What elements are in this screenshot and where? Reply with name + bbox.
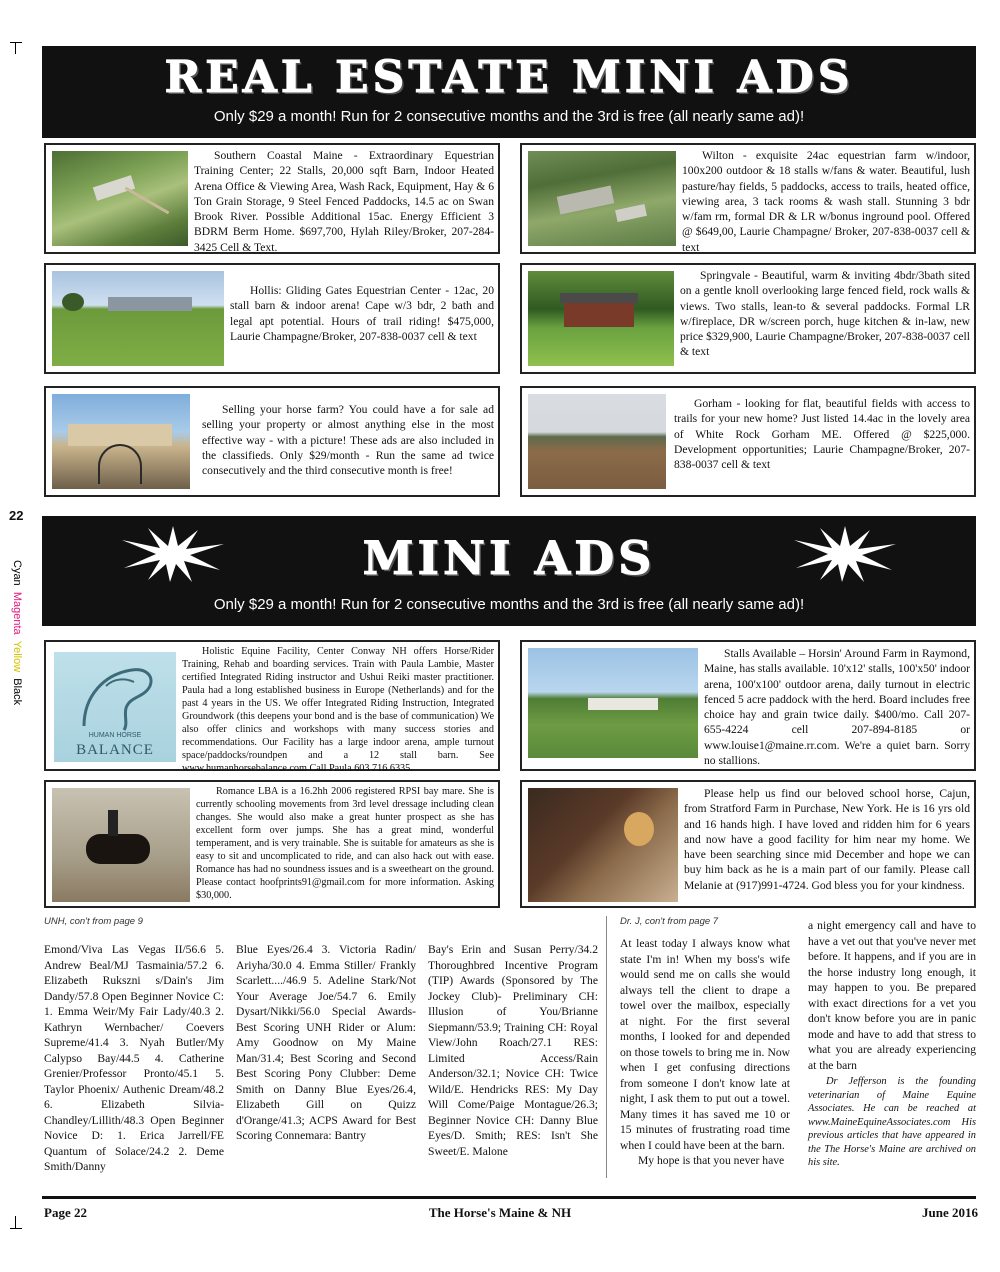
column-divider [606, 916, 607, 1178]
logo-text-line1: HUMAN HORSE [88, 732, 142, 739]
footer-rule [42, 1196, 976, 1199]
palace-gate-photo [52, 394, 190, 489]
mini-ad-stalls-available [520, 640, 976, 771]
real-estate-ad-gorham [520, 386, 976, 497]
crop-mark-top-v [15, 42, 16, 54]
horse-and-girl-photo [528, 788, 678, 902]
real-estate-title: REAL ESTATE MINI ADS [164, 52, 854, 103]
footer-page-number: Page 22 [44, 1205, 87, 1220]
mini-ad-text: Please help us find our beloved school horse, Cajun, from Stratford Farm in Purchase, New York. He is 16 yrs old and 16 hands high. I have loved and ridden him for 6 years and now have a good facility for him near my home. We have been searching since mid December and hope we can buy him back as he is a main part of our family. Please call Melanie at (917)991-4724. God bless you for your kindness. [684, 787, 970, 892]
real-estate-ad-southern-coastal [44, 143, 500, 254]
open-field-photo [528, 394, 666, 489]
real-estate-ad-text: Southern Coastal Maine - Extraordinary Equestrian Training Center; 22 Stalls, 20,000 sqft Barn, Indoor Heated Arena Office & Viewing Area, Wash Rack, Equipment, Hay & 6 Ton Grain Storage, 9 Steel Fenced Paddocks, 14.5 ac on Swan Brook River. Possible Additional 15ac. Energy Efficient 3 BDRM Berm Home. $697,700, Hylah Riley/Broker, 207-284-3425 Cell & Text. [194, 149, 494, 254]
unh-column-1 [44, 942, 224, 1175]
cmyk-black: Black [11, 678, 23, 706]
real-estate-ad-text: Springvale - Beautiful, warm & inviting 4bdr/3bath sited on a gentle knoll overlooking large fenced field, rock walls & views. Two stalls, lean-to & several paddocks. Formal LR w/fireplace, DR w/screen porch, huge kitchen & in-law, new price $329,900, Laurie Champagne/Broker, 207-838-0037 cell & text [680, 269, 970, 359]
unh-column-3-text: Bay's Erin and Susan Perry/34.2 Thoroughbred Incentive Program (TIP) Awards (Sponsored by The Jockey Club)- Preliminary CH: Illusion of You/Brianne Siepmann/53.9; Training CH: Royal View/John Roach/27.1 RES: Limited Access/Rain Anderson/32.1; Novice CH: Twice Wild/E. Hendricks RES: My Day Will Come/Paige Montague/26.3; Beginner Novice CH: Danny Blue Eyes/D. Smith; RES: Isn't She Sweet/E. Malone [428, 943, 598, 1158]
mini-ad-text: Stalls Available – Horsin' Around Farm in Raymond, Maine, has stalls available. 10'x12' stalls, 100'x50' indoor arena, 100'x100' outdoor arena, daily turnout in electric fenced 5 acre paddock with the herd. Board includes free choice hay and grain twice daily. $400/mo. Call 207-655-4224 cell 207-894-8185 or www.louise1@maine.rr.com. We're a quiet barn. Sorry no stallions. [704, 647, 970, 768]
crop-mark-bottom [10, 1228, 22, 1229]
unh-column-3 [428, 942, 598, 1159]
mini-ads-title: MINI ADS [362, 531, 656, 585]
footer-publication: The Horse's Maine & NH [428, 1205, 572, 1220]
cmyk-color-bar [11, 560, 23, 705]
cmyk-magenta: Magenta [11, 591, 23, 635]
barn-pasture-photo [528, 648, 698, 758]
mini-ads-subtitle: Only $29 a month! Run for 2 consecutive months and the 3rd is free (all nearly same ad)! [213, 596, 805, 613]
real-estate-ad-wilton [520, 143, 976, 254]
mini-ad-romance-lba [44, 780, 500, 908]
starburst-left-icon [118, 524, 228, 584]
logo-text-line2: BALANCE [76, 742, 154, 758]
real-estate-banner [42, 46, 976, 138]
drj-column-1 [620, 936, 790, 1169]
crop-mark-top [10, 42, 22, 43]
drj-column-2 [808, 918, 976, 1170]
real-estate-ad-text: Gorham - looking for flat, beautiful fields with access to trails for your new home? Just listed 14.4ac in the lovely area of White Rock Gorham ME. Offered @ $225,000. Development opportunities; Laurie Champagne/Broker, 207-838-0037 cell & text [674, 397, 970, 472]
real-estate-subtitle: Only $29 a month! Run for 2 consecutive months and the 3rd is free (all nearly same ad)! [213, 108, 805, 125]
drj-author-bio: Dr Jefferson is the founding veterinarian of Maine Equine Associates. He can be reached at www.MaineEquineAssociates.com His previous articles that have appeared in the The Horse's Maine are archived on his site. [808, 1076, 976, 1169]
starburst-right-icon [790, 524, 900, 584]
dressage-horse-photo [52, 788, 190, 902]
drj-continued-caption: Dr. J, con't from page 7 [620, 916, 719, 927]
drj-column-1b-text: My hope is that you never have [638, 1154, 785, 1168]
real-estate-ad-text: Selling your horse farm? You could have a for sale ad selling your property or almost anything else in the most effective way - with a picture! These ads are also included in the classifieds. Only $29/month - Run the same ad twice consecutively and the third consecutive month is free! [202, 403, 494, 478]
house-photo [528, 271, 674, 366]
real-estate-ad-selling-promo [44, 386, 500, 497]
unh-column-1-text: Emond/Viva Las Vegas II/56.6 5. Andrew Beal/MJ Tasmainia/57.2 6. Elizabeth Rukszni s/Dain's Jim Dandy/57.8 Open Beginner Novice C: 1. Emma Weir/My Fair Lady/40.3 2. Kathryn Wernbacher/ Coevers Supreme/41.4 3. Nyah Butler/My Calypso Bay/44.5 4. Catherine Grenier/Professor Pronto/45.1 5. Taylor Phoenix/ Authenic Dream/48.2 6. Elizabeth Silvia-Chandley/Lillith/48.3 Open Beginner Novice D: 1. Erica Jarrell/FE Quantum of Solace/24.2 2. Deme Smith/Danny [44, 943, 224, 1174]
side-page-number: 22 [9, 508, 24, 523]
drj-column-1-text: At least today I always know what state I'm in! When my boss's wife would send me on calls she would always tell the client to drape a towel over the mailbox, especially at night. For the first several months, I looked for and depended on those towels to bring me in. Now when I get confusing directions from someone I don't know late at night, I ask them to put out a towel. Many times it has saved me 10 or 15 minutes of frustrating road time when I could have been at the barn. [620, 937, 790, 1152]
footer-date: June 2016 [922, 1205, 978, 1220]
human-horse-balance-logo [54, 652, 176, 762]
unh-column-2 [236, 942, 416, 1144]
real-estate-ad-text: Hollis: Gliding Gates Equestrian Center - 12ac, 20 stall barn & indoor arena! Cape w/3 bdr, 2 bath and legal apt potential. Hours of trail riding! $475,000, Laurie Champagne/Broker, 207-838-0037 cell & text [230, 284, 494, 343]
mini-ad-find-cajun [520, 780, 976, 908]
unh-continued-caption: UNH, con't from page 9 [44, 916, 143, 927]
horse-head-icon [54, 656, 176, 736]
mini-ad-text: Romance LBA is a 16.2hh 2006 registered RPSI bay mare. She is currently schooling movements from 3rd level dressage including clean changes. She would also make a great hunter prospect as she has excellent form over jumps. She has a great mind, wonderful temperament, and is very trainable. She is suitable for amateurs as she is easy to sit and uncomplicated to ride, and can also hack out with ease. Romance has had no soundness issues and is a sweetheart on the ground. Please contact hoofprints91@gmail.com for more information. Asking $30,000. [196, 786, 494, 902]
real-estate-ad-springvale [520, 263, 976, 374]
mini-ad-text: Holistic Equine Facility, Center Conway NH offers Horse/Rider Training, Rehab and boarding services. Train with Paula Lambie, Master certified Integrated Riding instructor and Ushui Reiki master practitioner. Paula had a long established business in Europe (Netherlands) and for the past 4 years in the US. We offer Integrated Riding Instruction, Integrated Groundwork (this deepens your bond and is the base of communication) We also offer clinics and workshops with many success stories and recommendations. Our Facility has a large indoor arena, ample turnout space/paddocks/roundpen and a 12 stall barn. See www.humanhorsebalance.com Call Paula 603 716 6335. [182, 646, 494, 775]
aerial-farm-photo [528, 151, 676, 246]
unh-column-2-text: Blue Eyes/26.4 3. Victoria Radin/ Ariyha/30.0 4. Emma Stiller/ Frankly Scarlett..../46.9 5. Adeline Stark/Not Your Average Joe/54.7 6. Emily Dysart/Nikki/56.0 Special Awards- Best Scoring UNH Rider or Alum: Amy Goodnow on My Maine Man/31.4; Best Scoring and Second Best Scoring Pony Clubber: Deme Smith on Danny Blue Eyes/26.4, Elizabeth Gill on Quizz d'Orange/41.3; ACPS Award for Best Scoring Connemara: Bantry [236, 943, 416, 1143]
cmyk-cyan: Cyan [11, 560, 23, 586]
aerial-farm-photo [52, 151, 188, 246]
mini-ad-holistic-equine [44, 640, 500, 775]
drj-column-2-text: a night emergency call and have to have a vet out that you've never met before. It happens, and if you are in the horse industry long enough, it may happen to you. Be prepared with exact directions for a vet you don't know before you are in panic mode and have to add that stress to what you are already experiencing at the barn [808, 919, 976, 1072]
real-estate-ad-hollis [44, 263, 500, 374]
cmyk-yellow: Yellow [11, 640, 23, 673]
real-estate-ad-text: Wilton - exquisite 24ac equestrian farm w/indoor, 100x200 outdoor & 18 stalls w/fans & water. Beautiful, lush pasture/hay fields, 5 paddocks, access to trails, heated office, viewing area, 3 tack rooms & wash stall. Stunning 3 bdr w/fam rm, formal DR & LR w/bonus inground pool. Offered @ $649,00, Laurie Champagne/ Broker, 207-838-0037 cell & text [682, 149, 970, 254]
barn-field-photo [52, 271, 224, 366]
